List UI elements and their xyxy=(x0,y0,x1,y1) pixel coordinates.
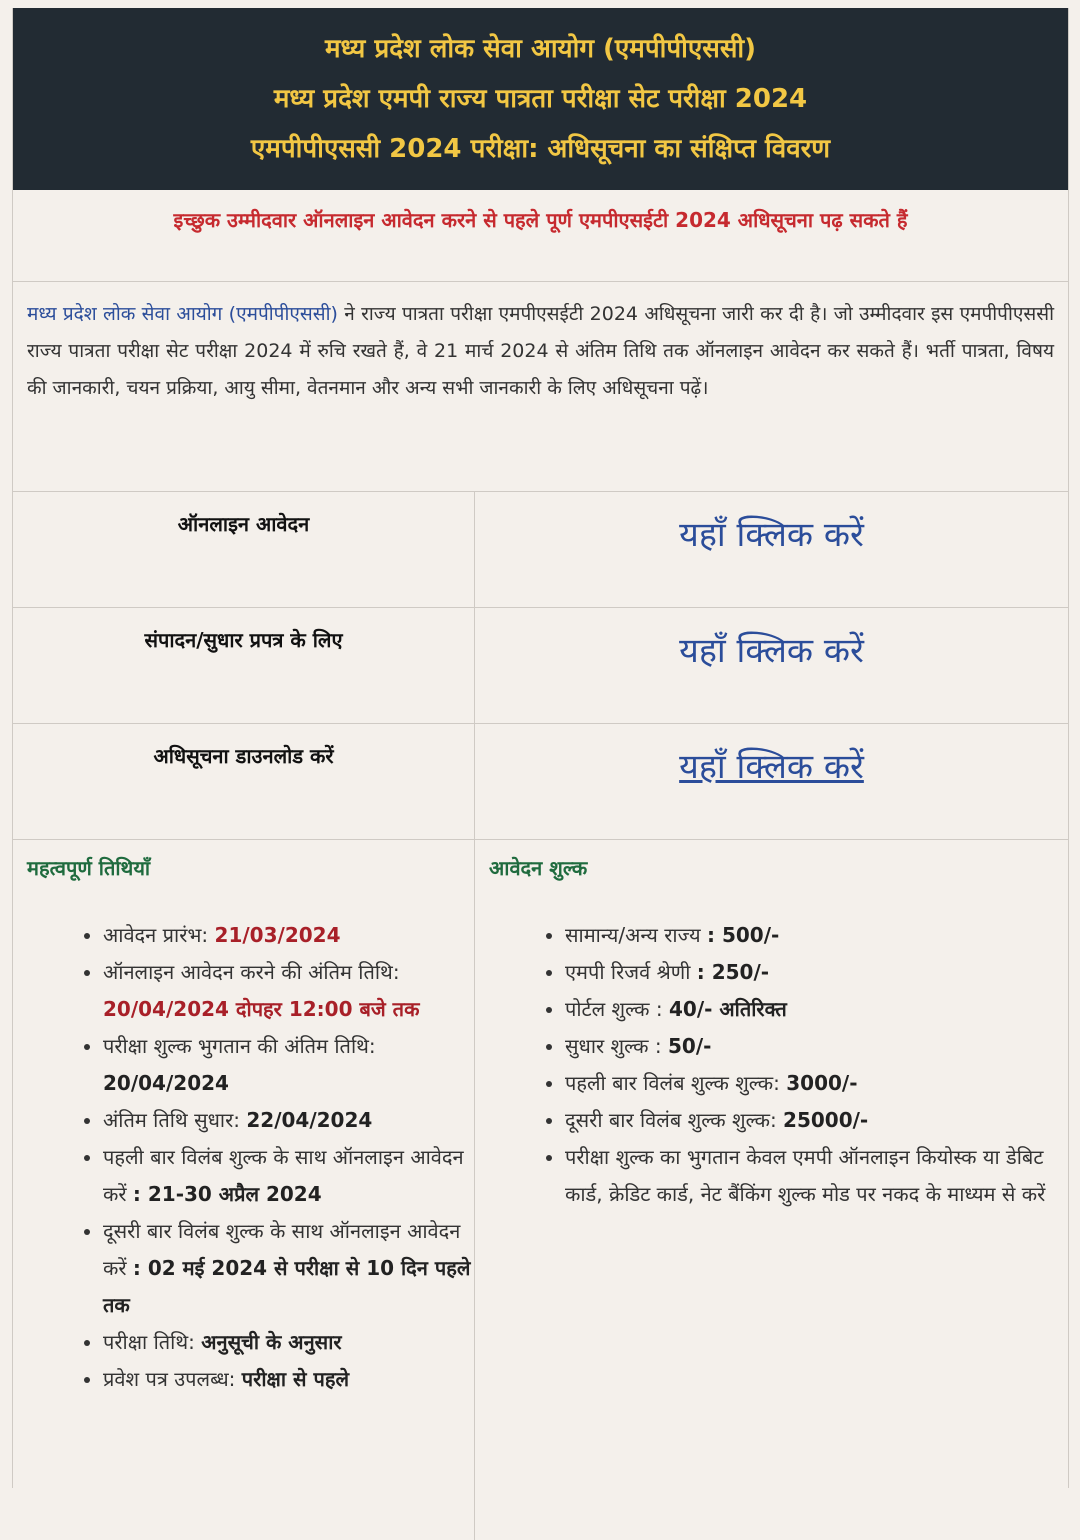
important-dates-column xyxy=(13,840,475,1540)
list-item: • पहली बार विलंब शुल्क शुल्क: 3000/- xyxy=(565,1065,1068,1102)
list-item: • परीक्षा तिथि: अनुसूची के अनुसार xyxy=(103,1324,474,1361)
list-item: • अंतिम तिथि सुधार: 22/04/2024 xyxy=(103,1102,474,1139)
row-notification-download xyxy=(13,724,1068,840)
notice-text: इच्छुक उम्मीदवार ऑनलाइन आवेदन करने से पहले पूर्ण एमपीएसईटी 2024 अधिसूचना पढ़ सकते हैं xyxy=(13,190,1068,282)
list-item: • सुधार शुल्क : 50/- xyxy=(565,1028,1068,1065)
details-section xyxy=(13,840,1068,1540)
notification-download-link[interactable]: यहाँ क्लिक करें xyxy=(679,747,864,787)
list-item: • परीक्षा शुल्क का भुगतान केवल एमपी ऑनलाइन कियोस्क या डेबिट कार्ड, क्रेडिट कार्ड, नेट बैंकिंग शुल्क मोड पर नकद के माध्यम से करें xyxy=(565,1139,1068,1213)
list-item: • सामान्य/अन्य राज्य : 500/- xyxy=(565,917,1068,954)
online-apply-label: ऑनलाइन आवेदन xyxy=(13,492,475,607)
intro-text: ने राज्य पात्रता परीक्षा एमपीएसईटी 2024 अधिसूचना जारी कर दी है। जो उम्मीदवार इस एमपीपीएससी राज्य पात्रता परीक्षा सेट परीक्षा 2024 में रुचि रखते हैं, वे 21 मार्च 2024 से अंतिम तिथि तक ऑनलाइन आवेदन कर सकते हैं। भर्ती पात्रता, विषय की जानकारी, चयन प्रक्रिया, आयु सीमा, वेतनमान और अन्य सभी जानकारी के लिए अधिसूचना पढ़ें। xyxy=(27,303,1054,399)
list-item: • प्रवेश पत्र उपलब्ध: परीक्षा से पहले xyxy=(103,1361,474,1398)
application-fee-list xyxy=(489,917,1068,1213)
correction-form-link[interactable]: यहाँ क्लिक करें xyxy=(679,631,864,671)
header-line-3: एमपीपीएससी 2024 परीक्षा: अधिसूचना का संक्षिप्त विवरण xyxy=(250,134,831,164)
org-name-link[interactable]: मध्य प्रदेश लोक सेवा आयोग (एमपीपीएससी) xyxy=(27,303,338,325)
header-line-2: मध्य प्रदेश एमपी राज्य पात्रता परीक्षा सेट परीक्षा 2024 xyxy=(273,84,808,114)
important-dates-list xyxy=(27,917,474,1398)
list-item: • पहली बार विलंब शुल्क के साथ ऑनलाइन आवेदन करें : 21-30 अप्रैल 2024 xyxy=(103,1139,474,1213)
list-item: • एमपी रिजर्व श्रेणी : 250/- xyxy=(565,954,1068,991)
header-line-1: मध्य प्रदेश लोक सेवा आयोग (एमपीपीएससी) xyxy=(324,34,757,64)
row-online-apply xyxy=(13,492,1068,608)
list-item: • पोर्टल शुल्क : 40/- अतिरिक्त xyxy=(565,991,1068,1028)
application-fee-column xyxy=(475,840,1068,1540)
list-item: • परीक्षा शुल्क भुगतान की अंतिम तिथि: 20/04/2024 xyxy=(103,1028,474,1102)
application-fee-title: आवेदन शुल्क xyxy=(489,856,588,880)
correction-form-label: संपादन/सुधार प्रपत्र के लिए xyxy=(13,608,475,723)
intro-paragraph xyxy=(13,282,1068,492)
content-table xyxy=(12,8,1069,1488)
notification-download-label: अधिसूचना डाउनलोड करें xyxy=(13,724,475,839)
important-dates-title: महत्वपूर्ण तिथियाँ xyxy=(27,856,151,880)
row-correction-form xyxy=(13,608,1068,724)
list-item: • दूसरी बार विलंब शुल्क के साथ ऑनलाइन आवेदन करें : 02 मई 2024 से परीक्षा से 10 दिन पहले तक xyxy=(103,1213,474,1324)
list-item: • आवेदन प्रारंभ: 21/03/2024 xyxy=(103,917,474,954)
page-header xyxy=(13,8,1068,190)
list-item: • दूसरी बार विलंब शुल्क शुल्क: 25000/- xyxy=(565,1102,1068,1139)
list-item: • ऑनलाइन आवेदन करने की अंतिम तिथि: 20/04/2024 दोपहर 12:00 बजे तक xyxy=(103,954,474,1028)
online-apply-link[interactable]: यहाँ क्लिक करें xyxy=(679,515,864,555)
